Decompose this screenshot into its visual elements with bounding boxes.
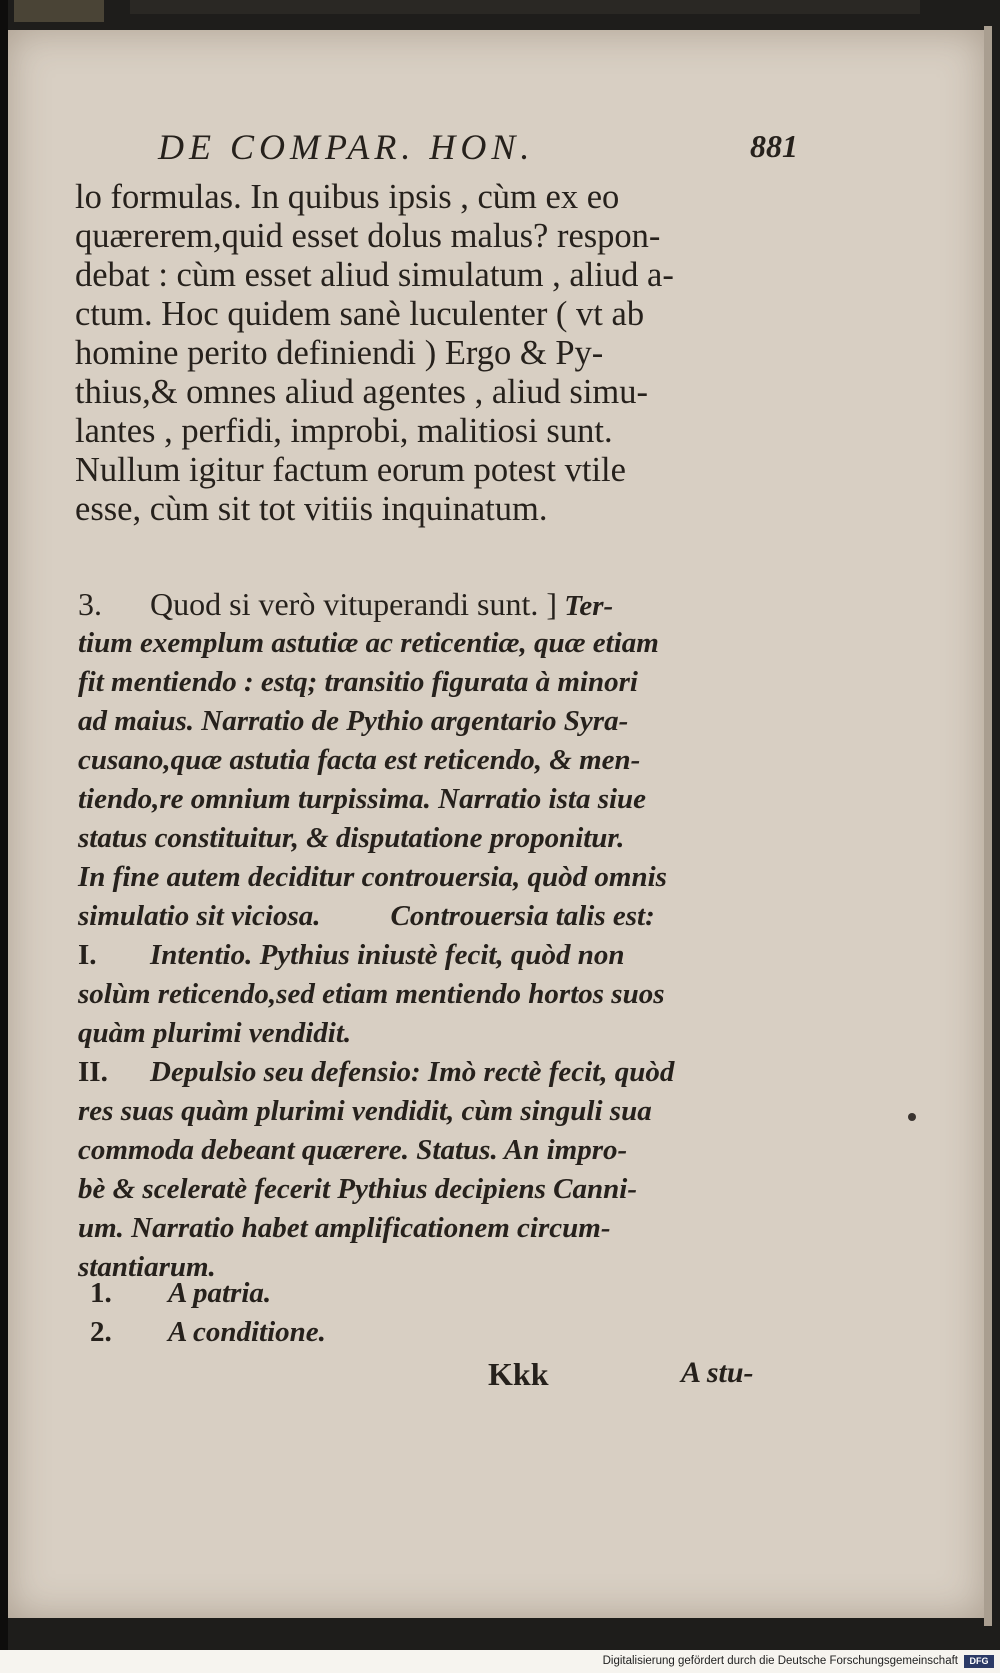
- catchword: A stu-: [681, 1356, 754, 1389]
- running-head-title: DE COMPAR. HON.: [158, 127, 535, 167]
- page-number: 881: [750, 128, 798, 164]
- text-line: quærerem,quid esset dolus malus? respon-: [75, 217, 661, 255]
- list-item: [90, 1274, 690, 1313]
- text-line: cusano,quæ astutia facta est reticendo, & men-: [78, 744, 641, 776]
- text-line: ad maius. Narratio de Pythio argentario Syra-: [78, 705, 629, 737]
- enumerated-list: [90, 1274, 690, 1352]
- text-line: bè & sceleratè fecerit Pythius decipiens Canni-: [78, 1173, 637, 1205]
- roman-numeral: I.: [78, 939, 97, 971]
- depulsio-line: [78, 1053, 778, 1092]
- commentary-first-line: [78, 585, 778, 624]
- body-text-roman: [75, 178, 775, 529]
- text-line: debat : cùm esset aliud simulatum , aliud a-: [75, 256, 674, 294]
- signature-mark: Kkk: [488, 1356, 549, 1392]
- text-line: esse, cùm sit tot vitiis inquinatum.: [75, 490, 548, 528]
- text-line: [78, 897, 778, 936]
- commentary-block: [78, 585, 778, 1287]
- text-line: tium exemplum astutiæ ac reticentiæ, quæ etiam: [78, 627, 659, 659]
- text-line: res suas quàm plurimi vendidit, cùm singuli sua: [78, 1095, 652, 1127]
- text-line: stantiarum.: [78, 1251, 216, 1283]
- text-fragment: Controuersia talis est:: [390, 900, 655, 932]
- cover-board-fragment: [14, 0, 104, 22]
- text-line: homine perito definiendi ) Ergo & Py-: [75, 334, 604, 372]
- text-line: In fine autem deciditur controuersia, quòd omnis: [78, 861, 667, 893]
- text-line: fit mentiendo : estq; transitio figurata à minori: [78, 666, 638, 698]
- binding-edge: [0, 0, 8, 1650]
- list-number: 1.: [90, 1277, 112, 1309]
- footer-credit: Digitalisierung gefördert durch die Deutsche Forschungsgemeinschaft: [602, 1655, 958, 1667]
- text-line: status constituitur, & disputatione proponitur.: [78, 822, 625, 854]
- dfg-logo: DFG: [964, 1655, 994, 1668]
- text-line: lantes , perfidi, improbi, malitiosi sunt.: [75, 412, 613, 450]
- text-line: commoda debeant quærere. Status. An impro-: [78, 1134, 628, 1166]
- text-line: tiendo,re omnium turpissima. Narratio ista siue: [78, 783, 647, 815]
- text-line: um. Narratio habet amplificationem circum-: [78, 1212, 611, 1244]
- text-fragment: Ter-: [564, 590, 614, 622]
- list-text: A conditione.: [168, 1316, 326, 1348]
- text-line: thius,& omnes aliud agentes , aliud simu-: [75, 373, 649, 411]
- list-number: 2.: [90, 1316, 112, 1348]
- text-line: quàm plurimi vendidit.: [78, 1017, 352, 1049]
- text-line: Nullum igitur factum eorum potest vtile: [75, 451, 626, 489]
- list-item: [90, 1313, 690, 1352]
- list-text: A patria.: [168, 1277, 272, 1309]
- cover-board-top: [130, 0, 920, 14]
- text-fragment: simulatio sit viciosa.: [78, 900, 321, 932]
- book-page: [8, 30, 984, 1618]
- text-line: ctum. Hoc quidem sanè luculenter ( vt ab: [75, 295, 645, 333]
- text-fragment: Depulsio seu defensio: Imò rectè fecit, quòd: [150, 1056, 675, 1088]
- running-head: [158, 126, 798, 170]
- roman-numeral: II.: [78, 1056, 108, 1088]
- lemma: Quod si verò vituperandi sunt. ]: [150, 586, 558, 622]
- page-edge: [984, 26, 992, 1626]
- intentio-line: [78, 936, 778, 975]
- text-line: solùm reticendo,sed etiam mentiendo hortos suos: [78, 978, 665, 1010]
- text-line: lo formulas. In quibus ipsis , cùm ex eo: [75, 178, 620, 216]
- ink-spot: [908, 1113, 916, 1121]
- text-fragment: Intentio. Pythius iniustè fecit, quòd non: [150, 939, 625, 971]
- commentary-number: 3.: [78, 586, 102, 622]
